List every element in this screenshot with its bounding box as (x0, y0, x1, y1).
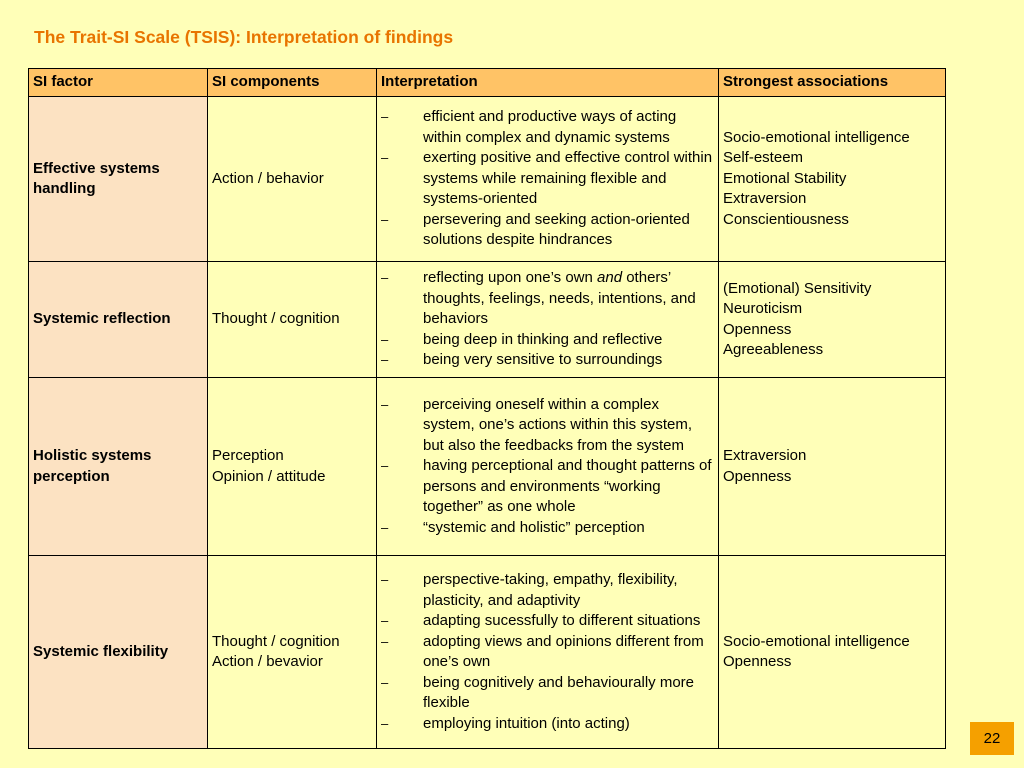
table-row (29, 97, 946, 262)
header-si-components: SI components (208, 69, 377, 97)
si-factor-cell: Effective systems handling (29, 97, 208, 262)
association-item: Openness (723, 653, 792, 670)
association-item: Neuroticism (723, 300, 803, 317)
dash-bullet-icon: – (381, 150, 389, 166)
si-component: Action / bevavior (212, 653, 323, 670)
interpretation-cell (377, 97, 719, 262)
table-row (29, 556, 946, 749)
si-components-cell (208, 378, 377, 556)
interpretation-cell (377, 262, 719, 378)
interpretation-item: – efficient and productive ways of acting within complex and dynamic systems (381, 108, 677, 146)
interpretation-list (381, 570, 714, 734)
association-item: Socio-emotional intelligence (723, 128, 910, 146)
si-components-cell (208, 262, 377, 378)
tsis-table (28, 68, 946, 749)
header-strongest-associations: Strongest associations (719, 69, 946, 97)
association-item: Extraversion (723, 190, 807, 208)
dash-bullet-icon: – (381, 674, 389, 690)
interpretation-item: – adopting views and opinions different from one’s own (381, 632, 704, 670)
si-factor-cell: Systemic flexibility (29, 556, 208, 749)
page-number-badge: 22 (970, 722, 1014, 755)
table-row (29, 262, 946, 378)
dash-bullet-icon: – (381, 633, 389, 649)
dash-bullet-icon: – (381, 211, 389, 227)
association-item: (Emotional) Sensitivity (723, 279, 872, 297)
dash-bullet-icon: – (381, 352, 389, 368)
si-component: Perception (212, 447, 284, 464)
si-component: Thought / cognition (212, 310, 340, 328)
dash-bullet-icon: – (381, 331, 389, 347)
association-item: Agreeableness (723, 341, 824, 358)
interpretation-item: – employing intuition (into acting) (381, 714, 714, 735)
interpretation-item: – reflecting upon one’s own and others’ thoughts, feelings, needs, intentions, and behaviors (381, 269, 696, 328)
interpretation-item: – being deep in thinking and reflective (381, 330, 714, 351)
si-factor-cell: Holistic systems perception (29, 378, 208, 556)
interpretation-item: – having perceptional and thought patterns of persons and environments “working together” as one whole (381, 457, 712, 516)
slide-title: The Trait-SI Scale (TSIS): Interpretation of findings (34, 27, 454, 47)
interpretation-list (381, 395, 714, 539)
si-components-cell (208, 97, 377, 262)
association-item: Socio-emotional intelligence (723, 632, 910, 650)
dash-bullet-icon: – (381, 270, 389, 286)
dash-bullet-icon: – (381, 715, 389, 731)
interpretation-item: – persevering and seeking action-oriented solutions despite hindrances (381, 210, 690, 249)
dash-bullet-icon: – (381, 458, 389, 474)
interpretation-list (381, 107, 714, 251)
dash-bullet-icon: – (381, 109, 389, 125)
si-component: Action / behavior (212, 169, 324, 187)
si-factor-cell: Systemic reflection (29, 262, 208, 378)
association-item: Self-esteem (723, 149, 804, 167)
header-interpretation: Interpretation (377, 69, 719, 97)
association-item: Emotional Stability (723, 169, 847, 187)
interpretation-list (381, 268, 714, 371)
associations-cell (719, 556, 946, 749)
associations-cell (719, 378, 946, 556)
associations-cell (719, 97, 946, 262)
dash-bullet-icon: – (381, 572, 389, 587)
interpretation-cell (377, 378, 719, 556)
interpretation-item: – being very sensitive to surroundings (381, 350, 714, 371)
si-components-cell (208, 556, 377, 749)
table-header-row (29, 69, 946, 97)
interpretation-item: – being cognitively and behaviourally more flexible (381, 673, 694, 711)
association-item: Extraversion (723, 447, 807, 464)
association-item: Conscientiousness (723, 210, 849, 228)
interpretation-item: – “systemic and holistic” perception (381, 518, 714, 539)
association-item: Openness (723, 467, 792, 485)
interpretation-item: – adapting sucessfully to different situations (381, 611, 714, 632)
associations-cell (719, 262, 946, 378)
si-component: Thought / cognition (212, 632, 340, 650)
association-item: Openness (723, 320, 792, 338)
dash-bullet-icon: – (381, 519, 389, 535)
dash-bullet-icon: – (381, 396, 389, 412)
table-row (29, 378, 946, 556)
dash-bullet-icon: – (381, 613, 389, 628)
interpretation-item: – perceiving oneself within a complex system, one’s actions within this system, but also the feedbacks from the system (381, 395, 692, 454)
header-si-factor: SI factor (29, 69, 208, 97)
interpretation-item: – perspective-taking, empathy, flexibility, plasticity, and adaptivity (381, 571, 678, 609)
interpretation-cell (377, 556, 719, 749)
interpretation-item: – exerting positive and effective control within systems while remaining flexible and systems-oriented (381, 149, 713, 208)
si-component: Opinion / attitude (212, 467, 326, 485)
